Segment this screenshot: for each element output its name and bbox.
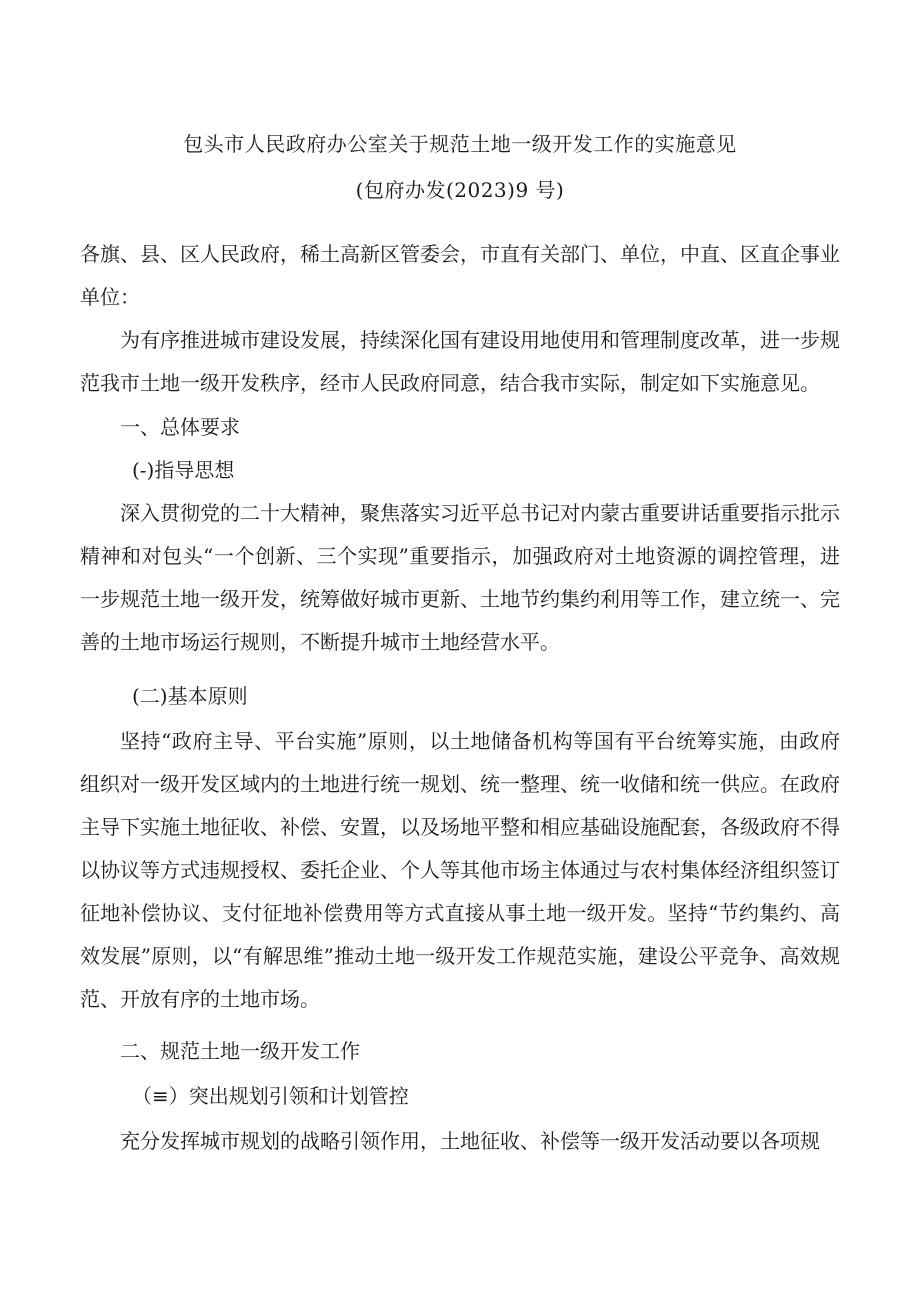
intro-paragraph: 为有序推进城市建设发展，持续深化国有建设用地使用和管理制度改革，进一步规范我市土地一级开发秩序，经市人民政府同意，结合我市实际，制定如下实施意见。 <box>80 328 840 395</box>
subsection-1-body: 深入贯彻党的二十大精神，聚焦落实习近平总书记对内蒙古重要讲话重要指示批示精神和对包头“一个创新、三个实现”重要指示，加强政府对土地资源的调控管理，进一步规范土地一级开发，统筹做好城市更新、土地节约集约利用等工作，建立统一、完善的土地市场运行规则，不断提升城市土地经营水平。 <box>80 501 840 654</box>
section-2-heading: 二、规范土地一级开发工作 <box>120 1039 360 1063</box>
subsection-3-body: 充分发挥城市规划的战略引领作用，土地征收、补偿等一级开发活动要以各项规 <box>120 1129 820 1153</box>
section-1-heading: 一、总体要求 <box>120 415 240 439</box>
document-title: 包头市人民政府办公室关于规范土地一级开发工作的实施意见 <box>183 132 737 156</box>
subsection-2-heading: (二)基本原则 <box>132 684 248 708</box>
subsection-2-body: 坚持“政府主导、平台实施”原则，以土地储备机构等国有平台统筹实施，由政府组织对一级开发区域内的土地进行统一规划、统一整理、统一收储和统一供应。在政府主导下实施土地征收、补偿、安置，以及场地平整和相应基础设施配套，各级政府不得以协议等方式违规授权、委托企业、个人等其他市场主体通过与农村集体经济组织签订征地补偿协议、支付征地补偿费用等方式直接从事土地一级开发。坚持“节约集约、高效发展”原则，以“有解思维”推动土地一级开发工作规范实施，建设公平竞争、高效规范、开放有序的土地市场。 <box>80 729 840 1011</box>
document-number: (包府办发(2023)9 号) <box>355 178 565 202</box>
addressee-paragraph: 各旗、县、区人民政府，稀土高新区管委会，市直有关部门、单位，中直、区直企事业单位： <box>80 242 840 309</box>
subsection-3-heading: （≡）突出规划引领和计划管控 <box>132 1084 409 1108</box>
subsection-1-heading: (-)指导思想 <box>132 458 235 482</box>
